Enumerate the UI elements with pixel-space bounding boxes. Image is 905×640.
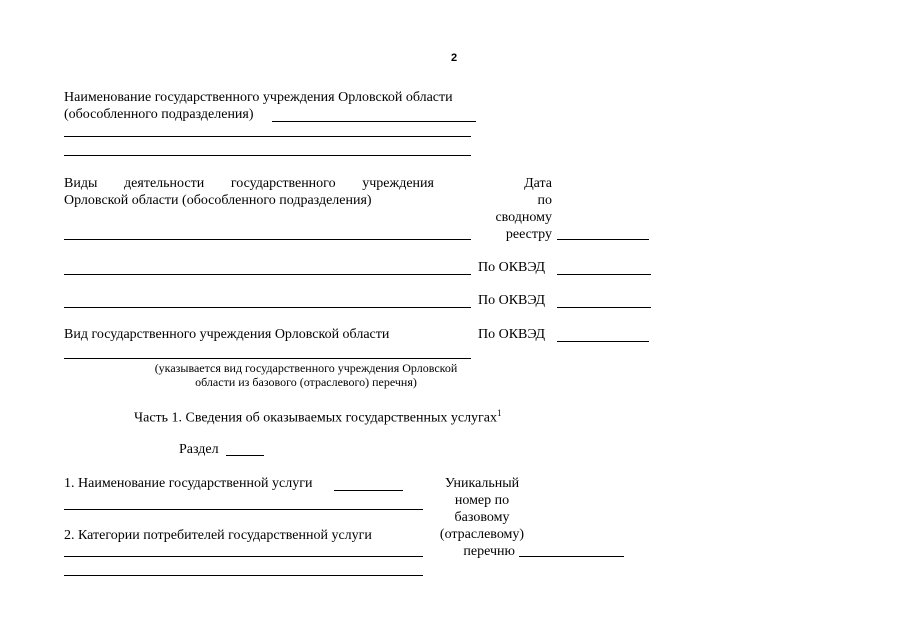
institution-type-field[interactable] [64, 358, 471, 359]
part1-title-text: Часть 1. Сведения об оказываемых государственных услугах [134, 410, 498, 426]
section-number-field[interactable] [226, 455, 264, 456]
consumers-label: 2. Категории потребителей государственной услуги [64, 528, 372, 543]
footnote-mark: 1 [497, 408, 502, 418]
institution-name-line-3[interactable] [64, 155, 471, 156]
service-name-label: 1. Наименование государственной услуги [64, 476, 313, 491]
section-label: Раздел [179, 442, 219, 457]
institution-type-note-1: (указывается вид государственного учреждения Орловской [154, 361, 458, 375]
activities-word-4: учреждения [362, 176, 434, 191]
date-label-1: Дата [524, 176, 552, 191]
unique-number-label-4: (отраслевому) [439, 527, 525, 542]
date-label-3: сводному [495, 210, 552, 225]
part1-title [134, 405, 502, 427]
institution-name-label: Наименование государственного учреждения Орловской области [64, 90, 453, 105]
date-label-2: по [537, 193, 552, 208]
institution-type-label: Вид государственного учреждения Орловской области [64, 327, 390, 342]
activities-label-line1 [64, 175, 434, 192]
activities-line-2[interactable] [64, 274, 471, 275]
activities-word-3: государственного [230, 176, 336, 191]
registry-date-field[interactable] [557, 239, 649, 240]
activities-line-1[interactable] [64, 239, 471, 240]
activities-word-2: деятельности [124, 176, 205, 191]
okved-field-1[interactable] [557, 274, 651, 275]
unique-number-label-5: перечню [463, 544, 515, 559]
unique-number-label-1: Уникальный [444, 476, 520, 491]
date-label-4: реестру [505, 227, 552, 242]
unique-number-label-2: номер по [454, 493, 510, 508]
okved-field-3[interactable] [557, 341, 649, 342]
unique-number-label-3: базовому [454, 510, 510, 525]
okved-label-3: По ОКВЭД [478, 327, 546, 342]
institution-name-line-2[interactable] [64, 136, 471, 137]
institution-name-field[interactable] [272, 121, 476, 122]
okved-field-2[interactable] [557, 307, 651, 308]
okved-label-2: По ОКВЭД [478, 293, 546, 308]
service-name-field[interactable] [334, 490, 403, 491]
activities-line-3[interactable] [64, 307, 471, 308]
institution-type-note-2: области из базового (отраслевого) перечня) [195, 375, 417, 389]
unique-number-field[interactable] [519, 556, 624, 557]
consumers-line-1[interactable] [64, 556, 423, 557]
service-name-line-2[interactable] [64, 509, 423, 510]
activities-label-line2: Орловской области (обособленного подразделения) [64, 193, 372, 208]
consumers-line-2[interactable] [64, 575, 423, 576]
okved-label-1: По ОКВЭД [478, 260, 546, 275]
institution-subdivision-label: (обособленного подразделения) [64, 107, 254, 122]
activities-word-1: Виды [64, 176, 98, 191]
page-number: 2 [451, 52, 458, 64]
